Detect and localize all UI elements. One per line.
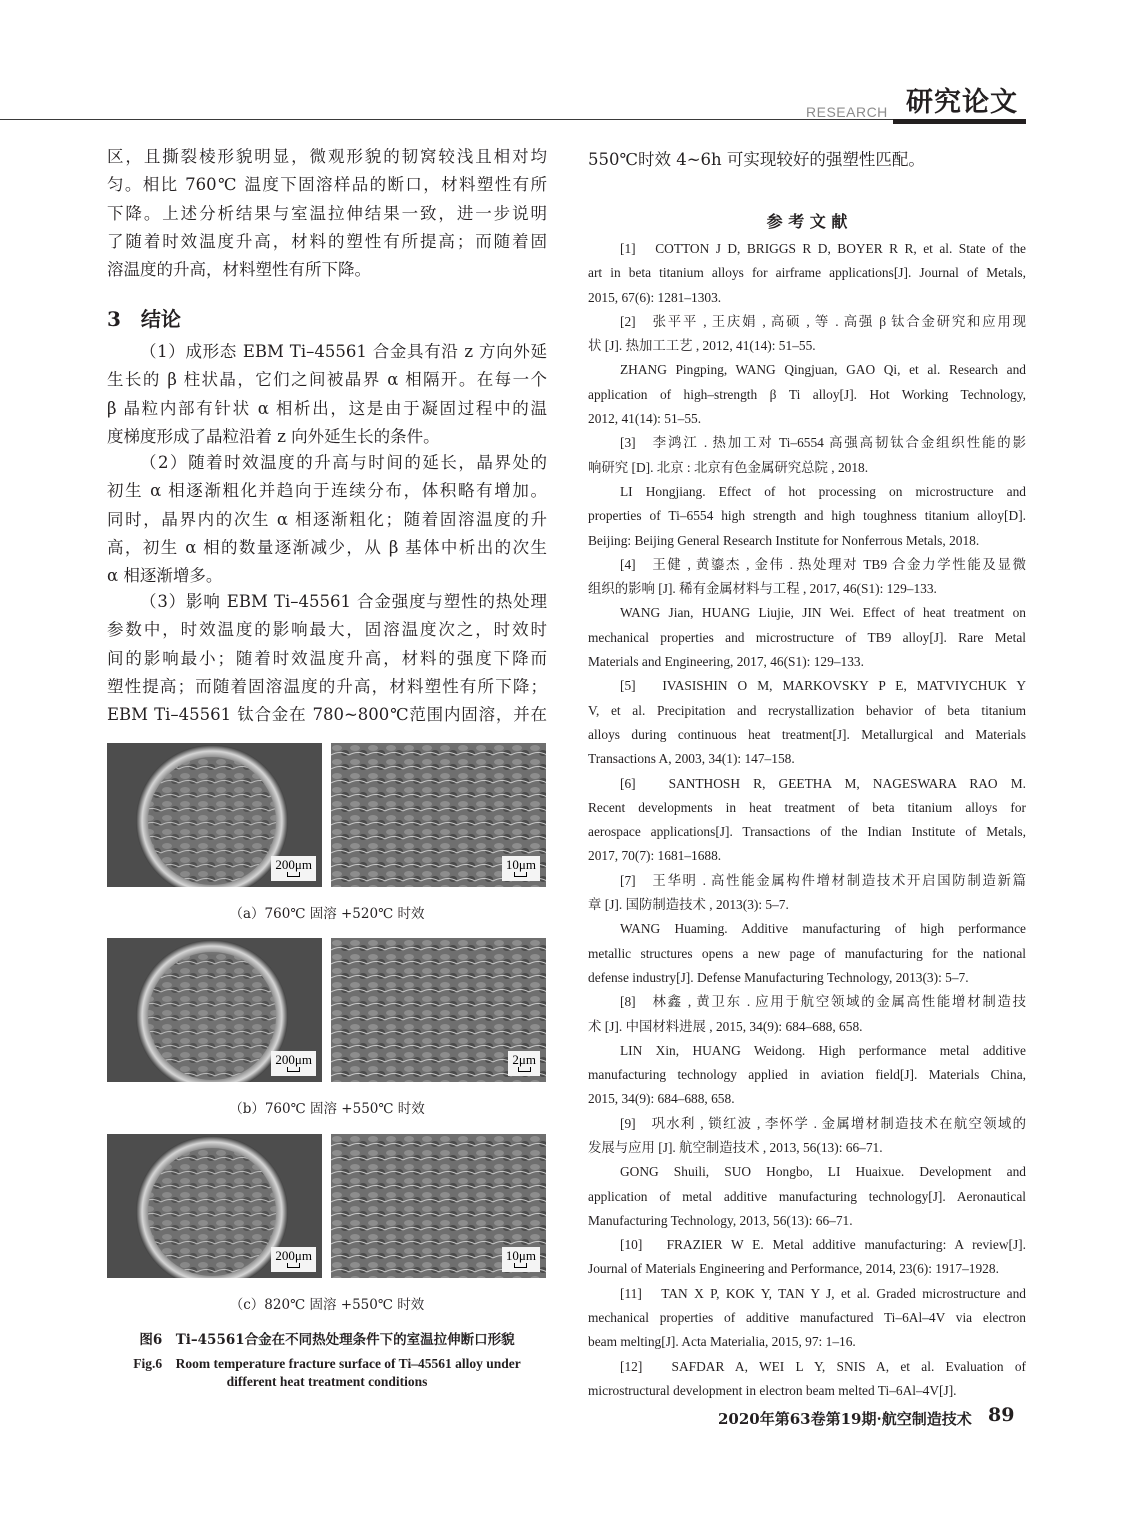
text-line: （3）影响 EBM Ti–45561 合金强度与塑性的热处理 — [140, 592, 547, 611]
reference-entry — [588, 237, 1026, 310]
reference-entry — [588, 1282, 1026, 1355]
text-line: 间的影响最小；随着时效温度升高，材料的强度下降而 — [107, 648, 547, 668]
reference-line: manufacturing technology applied in aviation field[J]. Materials China, — [588, 1067, 1026, 1083]
reference-line: [6] SANTHOSH R, GEETHA M, NAGESWARA RAO M. — [620, 775, 1026, 791]
fracture-detail-image-b — [331, 938, 546, 1082]
reference-line: 术 [J]. 中国材料进展 , 2015, 34(9): 684–688, 658. — [588, 1018, 863, 1034]
reference-entry — [588, 431, 1026, 480]
subfigure-caption-b: （b）760℃ 固溶 +550℃ 时效 — [229, 1101, 425, 1117]
text-line: 匀。相比 760℃ 温度下固溶样品的断口，材料塑性有所 — [107, 175, 547, 195]
text-line: 塑性提高；而随着固溶温度的升高，材料塑性有所下降； — [107, 676, 547, 696]
reference-line: Materials and Engineering, 2017, 46(S1): 129–133. — [588, 654, 864, 670]
reference-line: 2015, 67(6): 1281–1303. — [588, 289, 722, 305]
reference-line: V, et al. Precipitation and recrystallization behavior of beta titanium — [588, 702, 1026, 718]
reference-entry — [588, 1355, 1026, 1404]
reference-line: properties of Ti–6554 high strength and high toughness titanium alloy[D]. — [588, 508, 1026, 524]
issue-info: 2020年第63卷第19期·航空制造技术 — [718, 1410, 972, 1428]
text-line: 同时，晶界内的次生 α 相逐渐粗化；随着固溶温度的升 — [107, 509, 547, 529]
figure-caption-cn: 图6 Ti–45561合金在不同热处理条件下的室温拉伸断口形貌 — [139, 1332, 515, 1348]
reference-entry — [588, 601, 1026, 674]
references-heading: 参 考 文 献 — [766, 212, 848, 231]
paragraph-end: 550℃时效 4~6h 可实现较好的强塑性匹配。 — [588, 150, 925, 169]
scale-bar: 10μm — [502, 1247, 540, 1272]
reference-line: beam melting[J]. Acta Materialia, 2015, 97: 1–16. — [588, 1334, 856, 1350]
text-line: 下降。上述分析结果与室温拉伸结果一致，进一步说明 — [107, 203, 547, 223]
reference-entry — [588, 917, 1026, 990]
reference-entry — [588, 1233, 1026, 1282]
reference-line: Manufacturing Technology, 2013, 56(13): 66–71. — [588, 1212, 853, 1228]
reference-line: 发展与应用 [J]. 航空制造技术 , 2013, 56(13): 66–71. — [588, 1139, 883, 1155]
scale-bar: 200μm — [271, 856, 316, 881]
reference-line: metallic structures opens a new page of manufacturing for the national — [588, 945, 1026, 961]
figure-caption-en-line1: Fig.6 Room temperature fracture surface of Ti–45561 alloy under — [133, 1356, 521, 1371]
text-line: （2）随着时效温度的升高与时间的延长，晶界处的 — [140, 453, 547, 472]
reference-entry — [588, 674, 1026, 771]
reference-entry — [588, 1160, 1026, 1233]
reference-line: [10] FRAZIER W E. Metal additive manufacturing: A review[J]. — [620, 1237, 1026, 1253]
scale-bar: 200μm — [271, 1247, 316, 1272]
page-number: 89 — [988, 1404, 1015, 1426]
reference-entry — [588, 1112, 1026, 1161]
reference-line: application of metal additive manufacturing technology[J]. Aeronautical — [588, 1188, 1026, 1204]
reference-line: [7] 王华明 . 高性能金属构件增材制造技术开启国防制造新篇 — [620, 872, 1026, 888]
fracture-overview-image-a — [107, 743, 322, 887]
reference-line: Transactions A, 2003, 34(1): 147–158. — [588, 751, 795, 767]
scale-bar: 10μm — [502, 856, 540, 881]
reference-line: 组织的影响 [J]. 稀有金属材料与工程 , 2017, 46(S1): 129–133. — [588, 581, 937, 597]
subfigure-caption-c: （c）820℃ 固溶 +550℃ 时效 — [229, 1297, 425, 1313]
reference-line: [2] 张平平 , 王庆娟 , 高硕 , 等 . 高强 β 钛合金研究和应用现 — [620, 313, 1026, 329]
reference-entry — [588, 772, 1026, 869]
reference-line: [9] 巩水利 , 锁红波 , 李怀学 . 金属增材制造技术在航空领域的 — [620, 1115, 1026, 1131]
reference-line: application of high–strength β Ti alloy[J]. Hot Working Technology, — [588, 386, 1026, 402]
reference-line: 章 [J]. 国防制造技术 , 2013(3): 5–7. — [588, 897, 789, 913]
fracture-detail-image-a — [331, 743, 546, 887]
paragraph-continued — [107, 143, 547, 284]
reference-line: defense industry[J]. Defense Manufacturing Technology, 2013(3): 5–7. — [588, 969, 969, 985]
text-line: 参数中，时效温度的影响最大，固溶温度次之，时效时 — [107, 620, 547, 640]
reference-line: Recent developments in heat treatment of beta titanium alloys for — [588, 799, 1026, 815]
reference-line: ZHANG Pingping, WANG Qingjuan, GAO Qi, et al. Research and — [620, 362, 1026, 378]
text-line: 初生 α 相逐渐粗化并趋向于连续分布，体积略有增加。 — [107, 481, 547, 501]
reference-entry — [588, 990, 1026, 1039]
conclusion-paragraph-2 — [107, 449, 547, 590]
reference-entry — [588, 553, 1026, 602]
reference-line: art in beta titanium alloys for airframe applications[J]. Journal of Metals, — [588, 265, 1026, 281]
reference-line: LIN Xin, HUANG Weidong. High performance metal additive — [620, 1042, 1026, 1058]
header-accent-bar — [893, 119, 1026, 124]
reference-line: aerospace applications[J]. Transactions of the Indian Institute of Metals, — [588, 824, 1026, 840]
figure-caption-en-line2: different heat treatment conditions — [226, 1374, 428, 1389]
text-line: 高，初生 α 相的数量逐渐减少，从 β 基体中析出的次生 — [107, 537, 547, 557]
scale-bar: 2μm — [508, 1051, 540, 1076]
text-line: 度梯度形成了晶粒沿着 z 向外延生长的条件。 — [107, 426, 440, 446]
text-line: EBM Ti–45561 钛合金在 780~800℃范围内固溶，并在 — [107, 705, 547, 725]
reference-entry — [588, 310, 1026, 359]
reference-line: 2017, 70(7): 1681–1688. — [588, 848, 722, 864]
reference-line: GONG Shuili, SUO Hongbo, LI Huaixue. Development and — [620, 1164, 1026, 1180]
scale-bar: 200μm — [271, 1051, 316, 1076]
text-line: 溶温度的升高，材料塑性有所下降。 — [107, 260, 371, 280]
reference-line: mechanical properties of additive manufactured Ti–6Al–4V via electron — [588, 1310, 1026, 1326]
reference-list — [588, 237, 1026, 1403]
text-line: 了随着时效温度升高，材料的塑性有所提高；而随着固 — [107, 231, 547, 251]
reference-line: mechanical properties and microstructure of TB9 alloy[J]. Rare Metal — [588, 629, 1026, 645]
section-heading: 3 结论 — [107, 307, 181, 331]
text-line: 生长的 β 柱状晶，它们之间被晶界 α 相隔开。在每一个 — [107, 370, 547, 390]
reference-line: 状 [J]. 热加工工艺 , 2012, 41(14): 51–55. — [588, 338, 816, 354]
subfigure-caption-a: （a）760℃ 固溶 +520℃ 时效 — [229, 906, 425, 922]
reference-line: Beijing: Beijing General Research Institute for Nonferrous Metals, 2018. — [588, 532, 980, 548]
section-label-en: RESEARCH — [806, 104, 888, 120]
text-line: 区，且撕裂棱形貌明显，微观形貌的韧窝较浅且相对均 — [107, 147, 547, 166]
reference-line: [11] TAN X P, KOK Y, TAN Y J, et al. Graded microstructure and — [620, 1285, 1026, 1301]
reference-line: microstructural development in electron beam melted Ti–6Al–4V[J]. — [588, 1382, 957, 1398]
reference-line: alloys during continuous heat treatment[J]. Metallurgical and Materials — [588, 726, 1026, 742]
reference-line: [1] COTTON J D, BRIGGS R D, BOYER R R, et al. State of the — [620, 241, 1026, 256]
reference-line: WANG Jian, HUANG Liujie, JIN Wei. Effect of heat treatment on — [620, 605, 1026, 621]
conclusion-paragraph-3 — [107, 588, 547, 729]
reference-entry — [588, 1039, 1026, 1112]
section-label-cn: 研究论文 — [906, 87, 1018, 118]
reference-line: 响研究 [D]. 北京 : 北京有色金属研究总院 , 2018. — [588, 459, 869, 475]
reference-line: [8] 林鑫 , 黄卫东 . 应用于航空领域的金属高性能增材制造技 — [620, 994, 1026, 1010]
conclusion-paragraph-1 — [107, 338, 547, 451]
reference-entry — [588, 480, 1026, 553]
reference-entry — [588, 869, 1026, 918]
reference-line: [5] IVASISHIN O M, MARKOVSKY P E, MATVIYCHUK Y — [620, 678, 1026, 694]
reference-line: 2012, 41(14): 51–55. — [588, 411, 702, 427]
text-line: （1）成形态 EBM Ti–45561 合金具有沿 z 方向外延 — [140, 342, 547, 361]
reference-line: 2015, 34(9): 684–688, 658. — [588, 1091, 735, 1107]
fracture-overview-image-c — [107, 1134, 322, 1278]
reference-line: Journal of Materials Engineering and Performance, 2014, 23(6): 1917–1928. — [588, 1261, 999, 1277]
reference-entry — [588, 358, 1026, 431]
reference-line: [3] 李鸿江 . 热加工对 Ti–6554 高强高韧钛合金组织性能的影 — [620, 435, 1026, 451]
reference-line: LI Hongjiang. Effect of hot processing on microstructure and — [620, 483, 1026, 499]
fracture-overview-image-b — [107, 938, 322, 1082]
text-line: α 相逐渐增多。 — [107, 566, 223, 586]
fracture-detail-image-c — [331, 1134, 546, 1278]
reference-line: WANG Huaming. Additive manufacturing of high performance — [620, 921, 1026, 937]
reference-line: [4] 王健 , 黄鎏杰 , 金伟 . 热处理对 TB9 合金力学性能及显微 — [620, 556, 1026, 572]
reference-line: [12] SAFDAR A, WEI L Y, SNIS A, et al. Evaluation of — [620, 1358, 1026, 1374]
text-line: β 晶粒内部有针状 α 相析出，这是由于凝固过程中的温 — [107, 398, 547, 418]
